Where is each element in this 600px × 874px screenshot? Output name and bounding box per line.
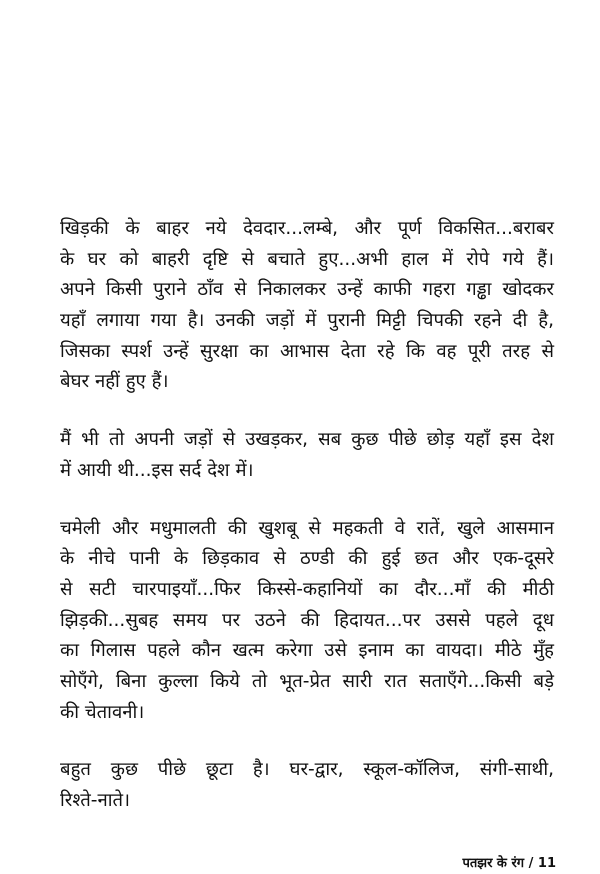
running-title: पतझर के रंग [462, 856, 525, 871]
text-line: बहुत कुछ पीछे छूटा है। घर-द्वार, स्कूल-कॉलिज, संगी-साथी, [60, 759, 554, 781]
text-line: में आयी थी...इस सर्द देश में। [60, 459, 254, 481]
text-line: झिड़की...सुबह समय पर उठने की हिदायत...पर उससे पहले दूध [60, 609, 554, 631]
text-line: की चेतावनी। [60, 701, 145, 723]
text-line: चमेली और मधुमालती की खुशबू से महकती वे रातें, खुले आसमान [60, 517, 554, 539]
page-number: 11 [537, 856, 556, 871]
paragraph [60, 755, 554, 816]
text-line: बेघर नहीं हुए हैं। [60, 371, 169, 393]
text-line: के घर को बाहरी दृष्टि से बचाते हुए...अभी हाल में रोपे गये हैं। [60, 248, 554, 270]
text-line: अपने किसी पुराने ठाँव से निकालकर उन्हें काफी गहरा गड्ढा खोदकर [60, 279, 554, 301]
text-line: जिसका स्पर्श उन्हें सुरक्षा का आभास देता रहे कि वह पूरी तरह से [60, 340, 554, 362]
paragraph [60, 214, 554, 398]
text-line: रिश्ते-नाते। [60, 790, 131, 811]
text-line: खिड़की के बाहर नये देवदार...लम्बे, और पूर्ण विकसित...बराबर [60, 218, 554, 239]
page-footer [462, 853, 556, 871]
text-line: यहाँ लगाया गया है। उनकी जड़ों में पुरानी मिट्टी चिपकी रहने दी है, [60, 310, 554, 332]
paragraph [60, 514, 554, 729]
page-body [60, 214, 554, 844]
text-line: मैं भी तो अपनी जड़ों से उखड़कर, सब कुछ पीछे छोड़ यहाँ इस देश [60, 429, 554, 451]
text-line: के नीचे पानी के छिड़काव से ठण्डी की हुई छत और एक-दूसरे [60, 548, 554, 570]
paragraph [60, 425, 554, 486]
text-line: का गिलास पहले कौन खत्म करेगा उसे इनाम का वायदा। मीठे मुँह [60, 640, 554, 662]
text-line: से सटी चारपाइयाँ...फिर किस्से-कहानियों का दौर...माँ की मीठी [60, 578, 554, 600]
separator: / [528, 856, 534, 871]
text-line: सोएँगे, बिना कुल्ला किये तो भूत-प्रेत सारी रात सताएँगे...किसी बड़े [60, 670, 554, 692]
